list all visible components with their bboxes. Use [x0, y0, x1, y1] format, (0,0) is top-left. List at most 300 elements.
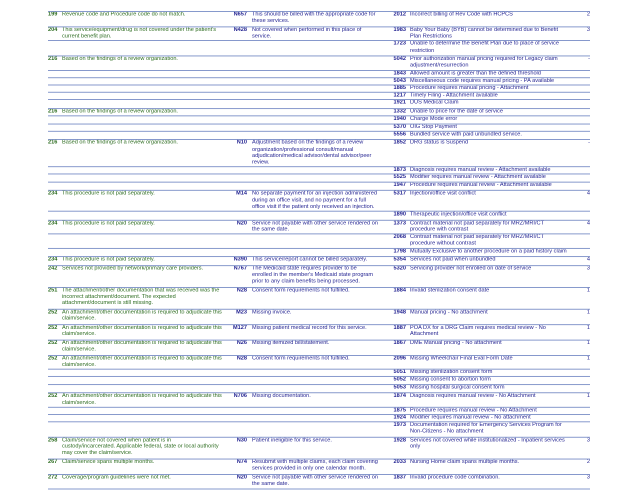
carc-description-cell: An attachment/other documentation is required to adjudicate this claim/service. — [62, 309, 222, 322]
severity-cell: 1 — [586, 325, 590, 331]
edit-code-cell: 2068 — [393, 234, 406, 240]
carc-code-cell: 216 — [48, 140, 58, 146]
rarc-code-cell — [226, 100, 252, 107]
edit-code-cell: 5043 — [393, 78, 406, 84]
carc-code-cell: 252 — [48, 325, 58, 331]
severity-cell: 3 — [586, 27, 590, 33]
rarc-description-cell: Adjustment based on the findings of a review organization/professional consult/manual adjudication/medical advisor/dental advisor/peer review. — [252, 140, 372, 166]
edit-code-cell: 1884 — [393, 287, 406, 294]
rarc-code-cell — [226, 212, 252, 219]
edit-description-cell: Missing consent to abortion form — [410, 377, 491, 383]
severity-cell: 4 — [586, 257, 590, 263]
edit-description-cell: Invalid procedure code combination. — [410, 475, 500, 481]
rarc-code-cell — [226, 41, 252, 54]
carc-description-cell: Based on the findings of a review organization. — [62, 140, 178, 146]
severity-cell — [572, 124, 590, 131]
rarc-description-cell: Service not payable with other service rendered on the same date. — [252, 220, 378, 233]
severity-cell — [572, 132, 590, 139]
edit-description-cell: Modifier requires manual review - Attachment available — [410, 174, 546, 181]
table-row — [48, 384, 590, 391]
edit-description-cell: Diagnosis requires manual review - Attachment available — [410, 167, 551, 173]
carc-code-cell: 267 — [48, 459, 58, 466]
table-row — [48, 211, 590, 218]
carc-description-cell — [62, 248, 226, 255]
carc-code-cell: 252 — [48, 309, 58, 316]
rarc-description-cell — [252, 248, 382, 255]
table-row — [48, 77, 590, 84]
rarc-description-cell — [252, 93, 382, 100]
rarc-description-cell — [252, 132, 382, 139]
rarc-code-cell: N20 — [236, 220, 247, 226]
edit-code-cell: 5525 — [393, 174, 406, 181]
edit-description-cell: Services not paid when unbundled — [410, 257, 496, 263]
severity-cell — [572, 212, 590, 219]
rarc-description-cell — [252, 408, 382, 415]
carc-code-cell — [48, 71, 62, 78]
table-row — [48, 85, 590, 92]
rarc-description-cell: Missing itemized bill/statement. — [252, 340, 330, 346]
table-row — [48, 265, 590, 286]
rarc-description-cell: Missing patient medical record for this service. — [252, 325, 367, 331]
carc-description-cell: An attachment/other documentation is required to adjudicate this claim/service. — [62, 393, 222, 406]
rarc-description-cell — [252, 85, 382, 92]
rarc-code-cell: N390 — [233, 257, 247, 263]
severity-cell — [572, 175, 590, 182]
rarc-code-cell: M14 — [236, 191, 247, 197]
rarc-description-cell — [252, 212, 382, 219]
rarc-code-cell — [226, 85, 252, 92]
table-row — [48, 99, 590, 106]
edit-code-cell: 2012 — [393, 11, 406, 18]
edit-code-cell: 1890 — [393, 211, 406, 218]
severity-cell — [572, 93, 590, 100]
severity-cell: - — [588, 140, 590, 146]
rarc-description-cell — [252, 377, 382, 384]
rarc-code-cell: N30 — [236, 437, 247, 444]
carc-description-cell: Based on the findings of a review organization. — [62, 56, 178, 63]
edit-code-cell: 1373 — [393, 220, 406, 226]
edit-description-cell: Invalid sterilization consent date — [410, 287, 490, 294]
rarc-description-cell: Consent form requirements not fulfilled. — [252, 287, 350, 294]
edit-code-cell: 1887 — [393, 325, 406, 331]
edit-description-cell: Injection/office visit conflict — [410, 191, 476, 197]
edit-code-cell: 1723 — [393, 41, 406, 47]
rarc-description-cell: This should be billed with the appropriate code for these services. — [252, 11, 376, 24]
severity-cell: 4 — [586, 191, 590, 197]
rarc-code-cell — [226, 109, 252, 116]
rarc-description-cell: Patient ineligible for this service. — [252, 437, 332, 444]
carc-description-cell: An attachment/other documentation is required to adjudicate this claim/service. — [62, 325, 222, 338]
edit-code-cell: 1940 — [393, 116, 406, 123]
carc-code-cell — [48, 377, 62, 384]
rarc-code-cell — [226, 248, 252, 255]
rarc-code-cell: N74 — [236, 459, 247, 466]
severity-cell — [572, 248, 590, 255]
table-row — [48, 181, 590, 188]
carc-code-cell — [48, 182, 62, 189]
severity-cell — [572, 370, 590, 377]
rarc-code-cell — [226, 57, 252, 70]
edit-description-cell: Contract material not paid separately for MRZ/MRI/CT procedure with contrast — [410, 220, 544, 233]
carc-description-cell — [62, 117, 226, 124]
severity-cell: 2 — [586, 11, 590, 18]
rarc-code-cell — [226, 415, 252, 422]
carc-code-cell — [48, 234, 62, 247]
table-row — [48, 234, 590, 248]
edit-code-cell: 1885 — [393, 85, 406, 91]
carc-description-cell — [62, 422, 226, 435]
carc-description-cell: This procedure is not paid separately. — [62, 220, 155, 226]
carc-description-cell: Coverage/program guidelines were not met. — [62, 475, 171, 481]
carc-description-cell: An attachment/other documentation is required to adjudicate this claim/service. — [62, 340, 222, 353]
edit-description-cell: Miscellaneous code requires manual pricing - PA available — [410, 78, 555, 84]
rarc-code-cell — [226, 234, 252, 247]
severity-cell: 1 — [586, 287, 590, 294]
table-row — [48, 414, 590, 421]
edit-description-cell: Timely Filing - Attachment available — [410, 92, 498, 99]
edit-description-cell: Documentation required for Emergency Services Program for Non-Citizens - No attachment — [410, 422, 562, 435]
severity-cell: 3 — [586, 437, 590, 444]
carc-code-cell: 234 — [48, 191, 58, 197]
rarc-code-cell: N28 — [236, 355, 247, 362]
carc-code-cell: 251 — [48, 287, 58, 294]
edit-code-cell: 1928 — [393, 437, 406, 444]
carc-description-cell — [62, 175, 226, 182]
table-row — [48, 139, 590, 166]
edit-description-cell: Servicing provider not enrolled on date of service — [410, 266, 532, 272]
edit-code-cell: 1852 — [393, 140, 406, 146]
rarc-code-cell: N26 — [236, 340, 247, 346]
table-row — [48, 369, 590, 376]
rarc-code-cell — [226, 422, 252, 435]
table-row — [48, 287, 590, 308]
carc-description-cell — [62, 93, 226, 100]
table-row — [48, 131, 590, 138]
severity-cell — [572, 109, 590, 116]
carc-description-cell — [62, 132, 226, 139]
severity-cell: 1 — [586, 355, 590, 362]
table-row — [48, 324, 590, 338]
rarc-code-cell — [226, 93, 252, 100]
carc-description-cell — [62, 212, 226, 219]
carc-code-cell: 216 — [48, 56, 58, 63]
rarc-description-cell: Not covered when performed in this place of service. — [252, 27, 362, 40]
rarc-code-cell: M23 — [236, 309, 247, 316]
severity-cell — [572, 167, 590, 174]
carc-description-cell — [62, 124, 226, 131]
carc-description-cell: This procedure is not paid separately. — [62, 191, 155, 197]
carc-code-cell — [48, 385, 62, 392]
carc-code-cell: 252 — [48, 393, 58, 399]
edit-code-cell: 1983 — [393, 27, 406, 33]
severity-cell: 4 — [586, 220, 590, 226]
edit-code-cell: 2096 — [393, 355, 406, 362]
carc-description-cell — [62, 415, 226, 422]
table-row — [48, 11, 590, 25]
rarc-description-cell — [252, 167, 382, 174]
edit-code-cell: 1798 — [393, 248, 406, 254]
severity-cell — [572, 422, 590, 435]
rarc-description-cell — [252, 385, 382, 392]
rarc-description-cell — [252, 117, 382, 124]
severity-cell — [572, 182, 590, 189]
carc-code-cell — [48, 248, 62, 255]
carc-code-cell — [48, 422, 62, 435]
table-row — [48, 256, 590, 263]
carc-description-cell: Services not provided by network/primary care providers. — [62, 266, 204, 272]
edit-description-cell: Missing hospital surgical consent form — [410, 384, 505, 391]
rarc-description-cell: The Medicaid state requires provider to be enrolled in the member's Medicaid state program prior to any claim benefits being processed. — [252, 266, 374, 285]
edit-description-cell: Procedure requires manual pricing - Attachment — [410, 85, 529, 91]
carc-code-cell: 204 — [48, 27, 58, 33]
severity-cell — [572, 100, 590, 107]
carc-code-cell: 242 — [48, 266, 58, 272]
rarc-description-cell — [252, 370, 382, 377]
table-row — [48, 474, 590, 489]
table-row — [48, 40, 590, 54]
rarc-code-cell: N767 — [233, 266, 247, 272]
carc-description-cell — [62, 41, 226, 54]
rarc-code-cell — [226, 117, 252, 124]
rarc-description-cell — [252, 124, 382, 131]
carc-description-cell — [62, 377, 226, 384]
edit-description-cell: Baby Your Baby (BYB) cannot be determined due to Benefit Plan Restrictions — [410, 27, 559, 40]
edit-code-cell: 1973 — [393, 422, 406, 428]
edit-description-cell: DRG status is Suspend — [410, 140, 469, 146]
rarc-code-cell — [226, 377, 252, 384]
severity-cell — [572, 408, 590, 415]
carc-description-cell — [62, 370, 226, 377]
severity-cell: 1 — [586, 340, 590, 346]
edit-code-cell: 1873 — [393, 167, 406, 173]
table-row — [48, 340, 590, 354]
rarc-code-cell — [226, 385, 252, 392]
carc-code-cell — [48, 370, 62, 377]
carc-code-cell: 234 — [48, 220, 58, 226]
edit-description-cell: Nursing Home claim spans multiple months. — [410, 459, 520, 466]
edit-description-cell: Missing sterilization consent form — [410, 369, 493, 376]
edit-description-cell: POA DX for a DRG Claim requires medical review - No Attachment — [410, 325, 546, 338]
edit-description-cell: Missing Wheelchair Final Eval Form Date — [410, 355, 513, 362]
rarc-code-cell — [226, 370, 252, 377]
severity-cell — [572, 117, 590, 124]
edit-description-cell: Prior authorization manual pricing required for Legacy claim adjustment/resurrection — [410, 56, 558, 69]
severity-cell — [572, 41, 590, 54]
edit-code-cell: 5317 — [393, 191, 406, 197]
edit-description-cell: Therapeutic injection/office visit conflict — [410, 211, 507, 218]
table-row — [48, 459, 590, 473]
carc-code-cell — [48, 124, 62, 131]
rarc-description-cell — [252, 175, 382, 182]
carc-code-cell — [48, 100, 62, 107]
table-row — [48, 355, 590, 369]
rarc-code-cell: N657 — [233, 11, 247, 18]
severity-cell — [572, 415, 590, 422]
severity-cell — [572, 85, 590, 92]
rarc-description-cell: Missing invoice. — [252, 309, 292, 316]
table-row — [48, 116, 590, 123]
severity-cell — [572, 78, 590, 85]
edit-code-cell: 1217 — [393, 92, 406, 99]
rarc-description-cell — [252, 71, 382, 78]
carc-code-cell: 216 — [48, 109, 58, 115]
edit-code-cell: 1843 — [393, 70, 406, 77]
severity-cell: 3 — [586, 475, 590, 481]
table-row — [48, 248, 590, 255]
edit-description-cell: Bundled service with paid unbundled service. — [410, 131, 522, 137]
carc-description-cell: This procedure is not paid separately. — [62, 257, 155, 263]
carc-code-cell — [48, 175, 62, 182]
edit-description-cell: Allowed amount is greater than the defined threshold — [410, 70, 541, 77]
edit-description-cell: Manual pricing - No attachment — [410, 309, 488, 316]
carc-code-cell — [48, 132, 62, 139]
rarc-description-cell — [252, 57, 382, 70]
carc-code-cell: 252 — [48, 355, 58, 362]
table-row — [48, 174, 590, 181]
edit-description-cell: Procedure requires manual review - No Attachment — [410, 407, 537, 413]
carc-description-cell — [62, 167, 226, 174]
carc-description-cell — [62, 100, 226, 107]
severity-cell — [572, 71, 590, 78]
edit-code-cell: 5042 — [393, 56, 406, 63]
table-row — [48, 70, 590, 77]
edit-code-cell: 5354 — [393, 257, 406, 263]
carc-description-cell — [62, 408, 226, 415]
edit-code-cell: 1924 — [393, 414, 406, 421]
carc-code-cell — [48, 167, 62, 174]
rarc-code-cell: N28 — [236, 287, 247, 294]
table-row — [48, 166, 590, 173]
severity-cell: - — [588, 56, 590, 63]
table-row — [48, 422, 590, 436]
edit-description-cell: Incorrect billing of Rev Code with HCPCS — [410, 11, 513, 18]
carc-description-cell: This service/equipment/drug is not covered under the patient's current benefit plan. — [62, 27, 217, 40]
carc-description-cell: An attachment/other documentation is required to adjudicate this claim/service. — [62, 355, 222, 368]
carc-description-cell — [62, 182, 226, 189]
edit-code-cell: 1332 — [393, 109, 406, 115]
edit-code-cell: 1874 — [393, 393, 406, 399]
edit-description-cell: Contrast material not paid separately for MRZ/MRI/CT procedure without contrast — [410, 234, 544, 247]
table-row — [48, 26, 590, 40]
carc-description-cell — [62, 78, 226, 85]
table-row — [48, 108, 590, 115]
edit-code-cell: 1837 — [393, 475, 406, 481]
edit-description-cell: OIG Stop Payment — [410, 124, 457, 130]
edit-code-cell: 5556 — [393, 131, 406, 137]
rarc-description-cell: Service not payable with other service rendered on the same date. — [252, 475, 378, 487]
carc-code-cell — [48, 408, 62, 415]
edit-code-cell: 5370 — [393, 124, 406, 130]
carc-code-cell: 234 — [48, 257, 58, 263]
carc-description-cell — [62, 85, 226, 92]
rarc-description-cell: Missing documentation. — [252, 393, 311, 399]
rarc-code-cell — [226, 124, 252, 131]
rarc-code-cell — [226, 167, 252, 174]
severity-cell: 1 — [586, 309, 590, 316]
edit-code-cell: 1947 — [393, 182, 406, 188]
edit-description-cell: Services not covered while institutionalized - Inpatient services only — [410, 437, 565, 450]
table-row — [48, 190, 590, 211]
rarc-description-cell — [252, 41, 382, 54]
carc-description-cell — [62, 385, 226, 392]
table-row — [48, 92, 590, 99]
carc-code-cell — [48, 415, 62, 422]
table-row — [48, 309, 590, 323]
edit-description-cell: Unable to price for the date of service — [410, 109, 503, 115]
edit-description-cell: DME Manual pricing - No attachment — [410, 340, 502, 346]
rarc-description-cell — [252, 78, 382, 85]
table-row — [48, 56, 590, 70]
severity-cell: 3 — [586, 266, 590, 272]
rarc-code-cell — [226, 175, 252, 182]
rarc-description-cell — [252, 109, 382, 116]
carc-code-cell — [48, 93, 62, 100]
table-row — [48, 123, 590, 130]
severity-cell: 1 — [586, 393, 590, 399]
carc-code-cell — [48, 41, 62, 54]
remittance-code-table — [48, 11, 590, 489]
table-row — [48, 376, 590, 383]
edit-code-cell: 2033 — [393, 459, 406, 466]
carc-code-cell — [48, 117, 62, 124]
carc-code-cell: 272 — [48, 475, 58, 481]
table-row — [48, 220, 590, 234]
carc-description-cell: Revenue code and Procedure code do not match. — [62, 11, 186, 18]
rarc-description-cell — [252, 100, 382, 107]
edit-code-cell: 5320 — [393, 266, 406, 272]
severity-cell: 2 — [586, 459, 590, 466]
carc-description-cell: Based on the findings of a review organization. — [62, 109, 178, 115]
rarc-description-cell — [252, 182, 382, 189]
rarc-code-cell: N20 — [236, 475, 247, 481]
edit-description-cell: Diagnosis requires manual review - No Attachment — [410, 393, 536, 399]
table-row — [48, 437, 590, 458]
edit-code-cell: 1948 — [393, 309, 406, 316]
rarc-code-cell: N10 — [236, 140, 247, 146]
edit-description-cell: DUS Medical Claim — [410, 100, 459, 106]
severity-cell — [572, 385, 590, 392]
carc-code-cell — [48, 212, 62, 219]
rarc-description-cell: Resubmit with multiple claims, each claim covering services provided in only one calendar month. — [252, 459, 378, 472]
edit-code-cell: 5051 — [393, 369, 406, 376]
rarc-code-cell — [226, 71, 252, 78]
rarc-description-cell — [252, 415, 382, 422]
edit-code-cell: 1867 — [393, 340, 406, 346]
carc-code-cell: 252 — [48, 340, 58, 346]
rarc-code-cell — [226, 408, 252, 415]
rarc-code-cell — [226, 132, 252, 139]
rarc-description-cell — [252, 422, 382, 435]
carc-description-cell: Claim/service spans multiple months. — [62, 459, 155, 466]
edit-code-cell: 5052 — [393, 377, 406, 383]
carc-code-cell: 258 — [48, 437, 58, 444]
rarc-description-cell: No separate payment for an injection administered during an office visit, and no payment for a full office visit if the patient only received an injection. — [252, 191, 377, 210]
carc-code-cell — [48, 85, 62, 92]
carc-code-cell — [48, 78, 62, 85]
edit-code-cell: 1921 — [393, 100, 406, 106]
edit-description-cell: Procedure requires manual review - Attachment available — [410, 182, 552, 188]
rarc-description-cell — [252, 234, 382, 247]
severity-cell — [572, 234, 590, 247]
rarc-code-cell: M127 — [233, 325, 247, 331]
edit-description-cell: Mutually Exclusive to another procedure on a paid history claim — [410, 248, 567, 254]
rarc-description-cell: Consent form requirements not fulfilled. — [252, 355, 350, 362]
edit-code-cell: 1875 — [393, 407, 406, 413]
edit-description-cell: Charge Mode error — [410, 116, 458, 123]
carc-description-cell: The attachment/other documentation that was received was the incorrect attachment/document. The expected attachment/document is still missing. — [62, 287, 220, 307]
rarc-code-cell — [226, 78, 252, 85]
carc-description-cell — [62, 71, 226, 78]
